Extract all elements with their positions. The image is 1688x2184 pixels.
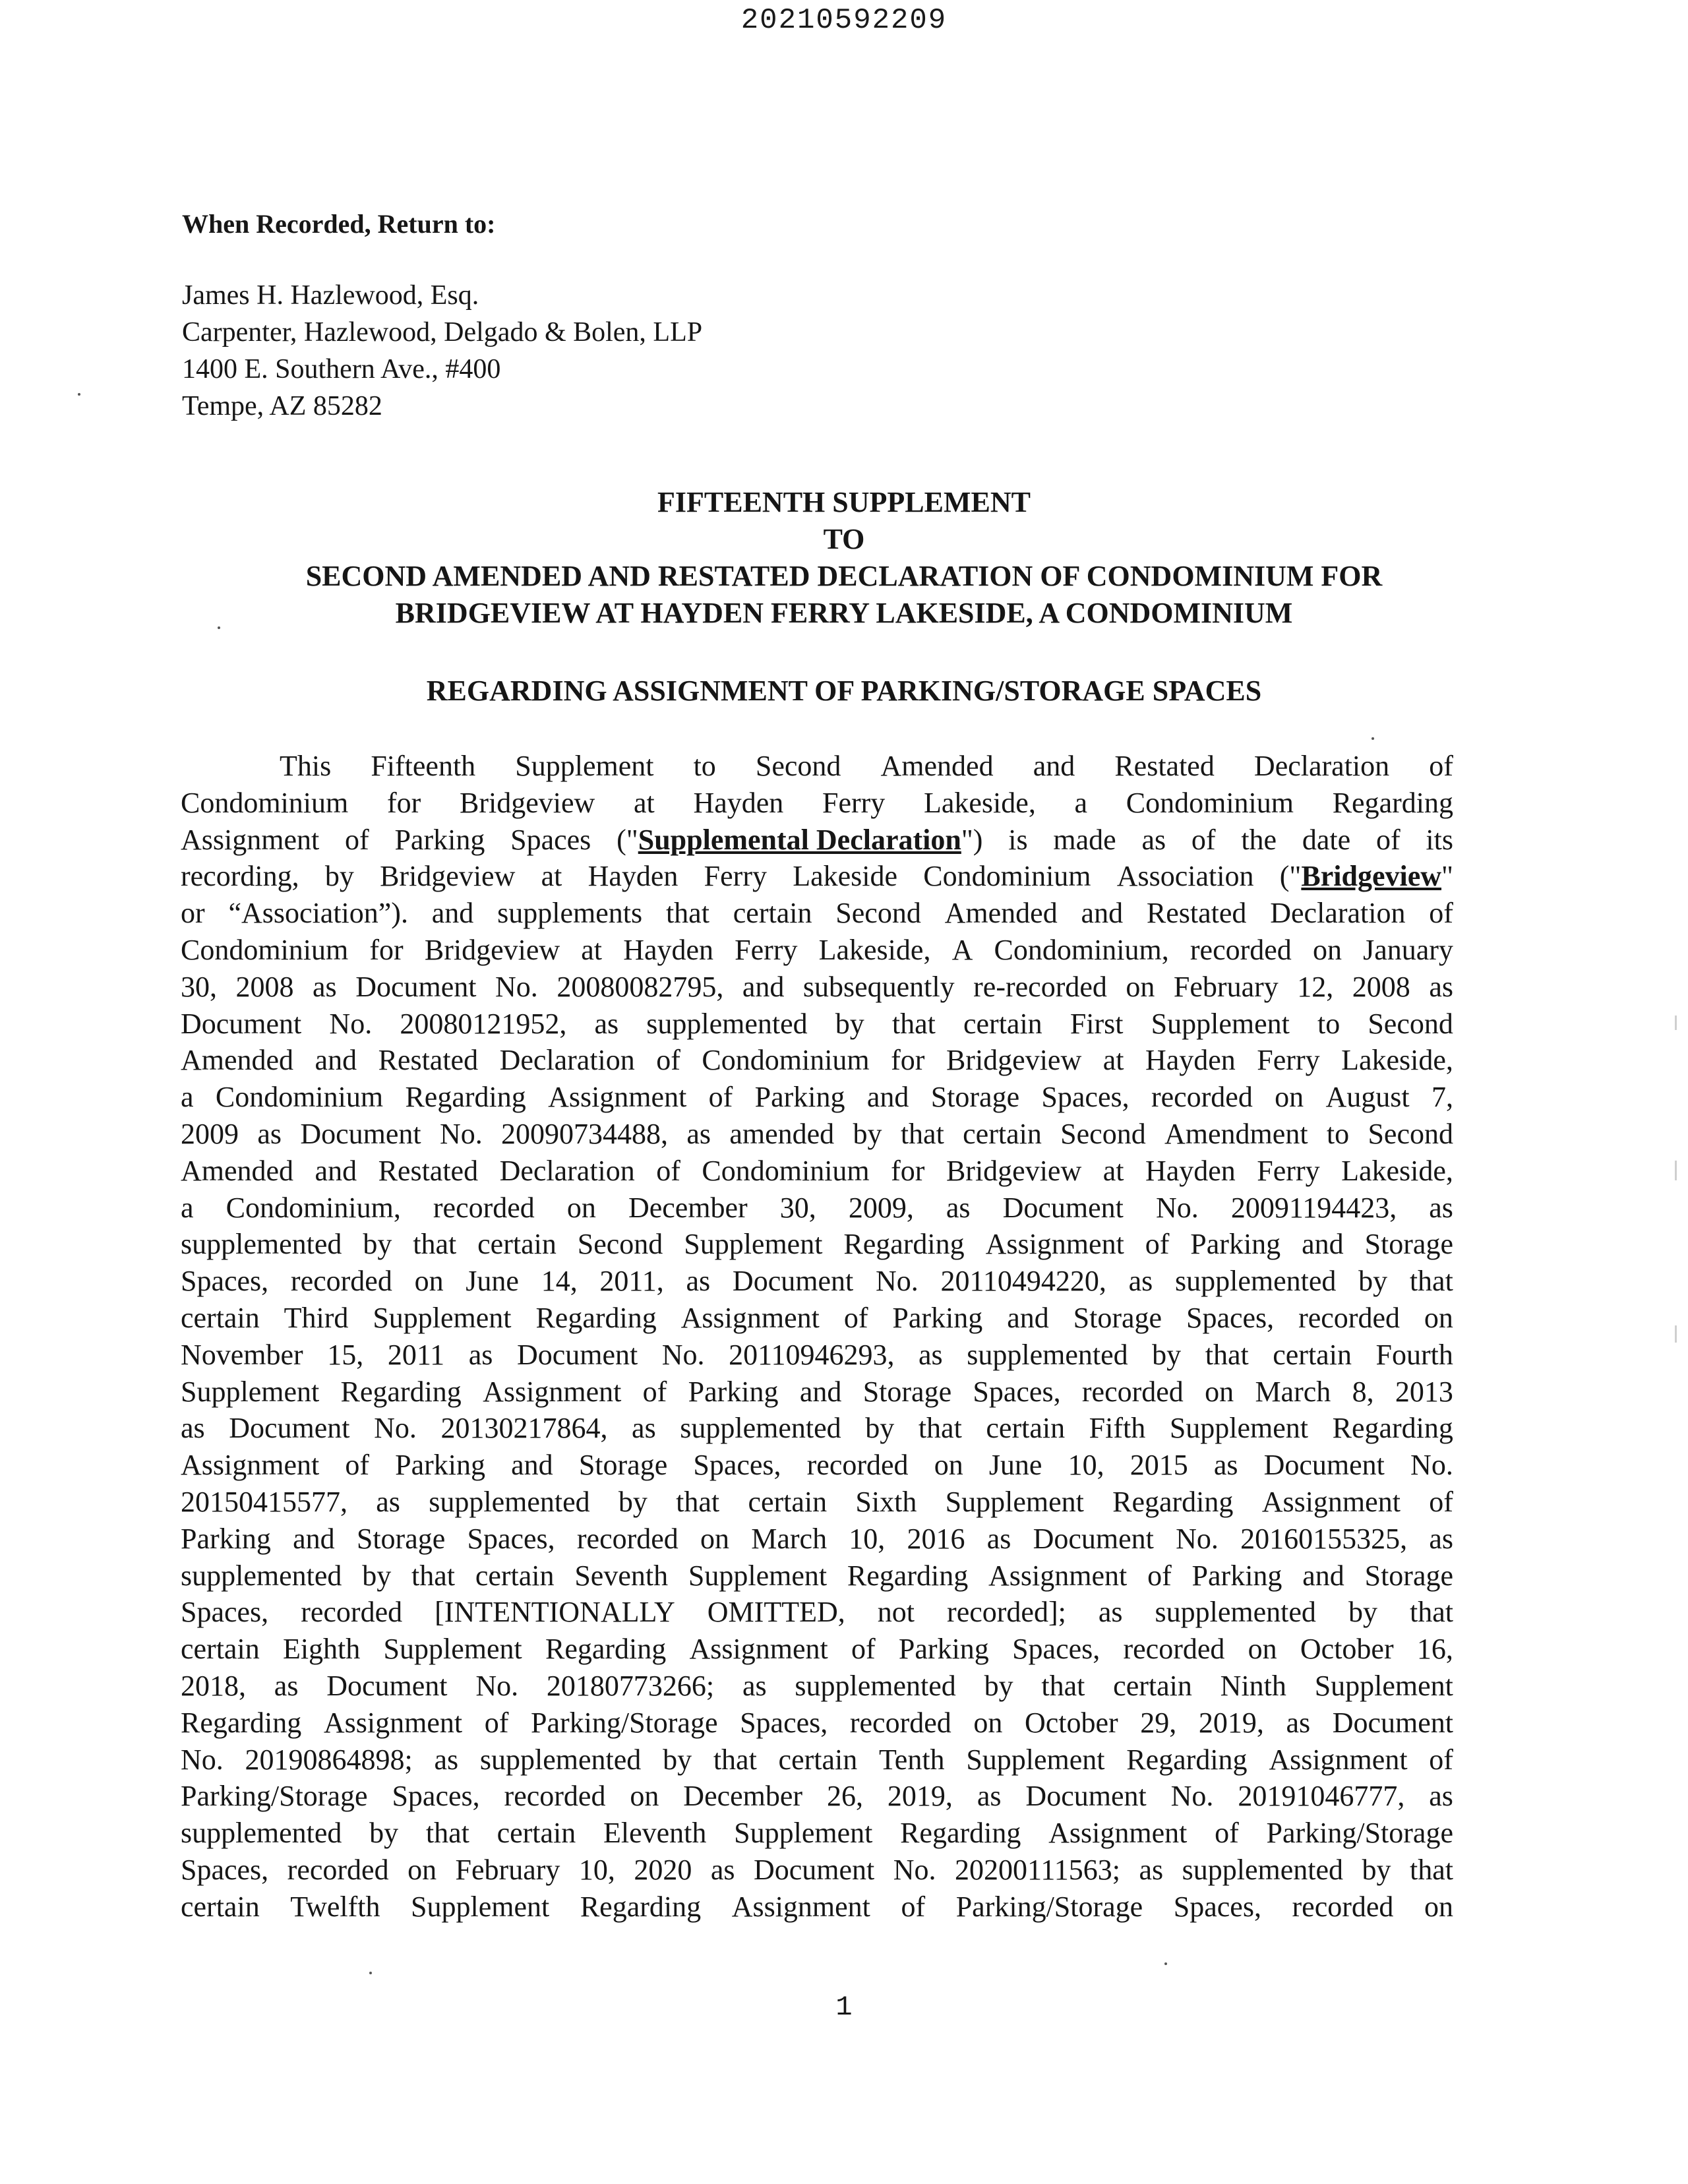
- defined-term-bridgeview: Bridgeview: [1301, 860, 1442, 893]
- document-subtitle: REGARDING ASSIGNMENT OF PARKING/STORAGE SPACES: [426, 675, 1262, 707]
- body-line: No. 20190864898; as supplemented by that certain Tenth Supplement Regarding Assignment of: [181, 1743, 1453, 1776]
- body-line: Regarding Assignment of Parking/Storage Spaces, recorded on October 29, 2019, as Document: [181, 1706, 1453, 1739]
- body-line: 30, 2008 as Document No. 20080082795, and subsequently re-recorded on February 12, 2008 as: [181, 970, 1453, 1003]
- body-line: Spaces, recorded on June 14, 2011, as Document No. 20110494220, as supplemented by that: [181, 1265, 1453, 1298]
- scan-edge-mark: [1675, 1325, 1677, 1343]
- body-line: Parking/Storage Spaces, recorded on December 26, 2019, as Document No. 20191046777, as: [181, 1780, 1453, 1813]
- body-line: 2009 as Document No. 20090734488, as amended by that certain Second Amendment to Second: [181, 1117, 1453, 1150]
- address-line: Tempe, AZ 85282: [182, 391, 382, 421]
- body-line: supplemented by that certain Second Supplement Regarding Assignment of Parking and Storage: [181, 1228, 1453, 1261]
- body-line: a Condominium, recorded on December 30, 2009, as Document No. 20091194423, as: [181, 1191, 1453, 1224]
- body-line: Document No. 20080121952, as supplemented by that certain First Supplement to Second: [181, 1007, 1453, 1040]
- body-line: supplemented by that certain Seventh Supplement Regarding Assignment of Parking and Storage: [181, 1559, 1453, 1592]
- body-line: Amended and Restated Declaration of Condominium for Bridgeview at Hayden Ferry Lakeside,: [181, 1044, 1453, 1077]
- recording-document-number: 20210592209: [740, 4, 948, 37]
- title-line: TO: [823, 523, 865, 555]
- body-line: 20150415577, as supplemented by that certain Sixth Supplement Regarding Assignment of: [181, 1485, 1453, 1518]
- scan-speck: [1372, 737, 1374, 740]
- body-line: This Fifteenth Supplement to Second Amended and Restated Declaration of: [280, 750, 1453, 782]
- scan-edge-mark: [1675, 1016, 1677, 1030]
- body-line: or “Association”). and supplements that certain Second Amended and Restated Declaration of: [181, 897, 1453, 930]
- body-line: Condominium for Bridgeview at Hayden Ferry Lakeside, A Condominium, recorded on January: [181, 933, 1453, 966]
- scan-edge-mark: [1675, 1161, 1677, 1180]
- title-line: SECOND AMENDED AND RESTATED DECLARATION OF CONDOMINIUM FOR: [305, 560, 1383, 592]
- body-line: 2018, as Document No. 20180773266; as supplemented by that certain Ninth Supplement: [181, 1669, 1453, 1702]
- body-line-with-defined-term: Assignment of Parking Spaces ("Supplemental Declaration") is made as of the date of its: [181, 823, 1453, 856]
- scan-speck: [218, 626, 220, 629]
- title-line: FIFTEENTH SUPPLEMENT: [657, 486, 1031, 518]
- body-line: certain Twelfth Supplement Regarding Assignment of Parking/Storage Spaces, recorded on: [181, 1890, 1453, 1923]
- body-line: Spaces, recorded [INTENTIONALLY OMITTED, not recorded]; as supplemented by that: [181, 1596, 1453, 1629]
- address-line: James H. Hazlewood, Esq.: [182, 280, 479, 311]
- body-line: Assignment of Parking and Storage Spaces, recorded on June 10, 2015 as Document No.: [181, 1449, 1453, 1482]
- title-line: BRIDGEVIEW AT HAYDEN FERRY LAKESIDE, A CONDOMINIUM: [395, 597, 1293, 629]
- scan-speck: [78, 393, 80, 396]
- body-line: certain Eighth Supplement Regarding Assignment of Parking Spaces, recorded on October 16,: [181, 1633, 1453, 1666]
- body-line: a Condominium Regarding Assignment of Parking and Storage Spaces, recorded on August 7,: [181, 1081, 1453, 1114]
- body-line: as Document No. 20130217864, as supplemented by that certain Fifth Supplement Regarding: [181, 1412, 1453, 1445]
- body-line: November 15, 2011 as Document No. 20110946293, as supplemented by that certain Fourth: [181, 1338, 1453, 1371]
- address-line: Carpenter, Hazlewood, Delgado & Bolen, LLP: [182, 317, 703, 348]
- body-line: Condominium for Bridgeview at Hayden Ferry Lakeside, a Condominium Regarding: [181, 786, 1453, 819]
- page-number: 1: [835, 1991, 853, 2023]
- return-to-heading: When Recorded, Return to:: [182, 209, 496, 239]
- body-line-with-defined-term: recording, by Bridgeview at Hayden Ferry Lakeside Condominium Association ("Bridgeview": [181, 860, 1453, 893]
- body-line: supplemented by that certain Eleventh Supplement Regarding Assignment of Parking/Storage: [181, 1817, 1453, 1850]
- body-line: Spaces, recorded on February 10, 2020 as Document No. 20200111563; as supplemented by that: [181, 1853, 1453, 1886]
- body-line: certain Third Supplement Regarding Assignment of Parking and Storage Spaces, recorded on: [181, 1301, 1453, 1334]
- return-address-block: [182, 277, 702, 425]
- document-title: [0, 484, 1688, 632]
- scan-speck: [369, 1972, 372, 1974]
- body-line: Supplement Regarding Assignment of Parking and Storage Spaces, recorded on March 8, 2013: [181, 1375, 1453, 1408]
- address-line: 1400 E. Southern Ave., #400: [182, 354, 501, 384]
- body-line: Parking and Storage Spaces, recorded on March 10, 2016 as Document No. 20160155325, as: [181, 1522, 1453, 1555]
- declaration-body: [181, 748, 1453, 1926]
- scan-speck: [1164, 1962, 1167, 1965]
- body-line: Amended and Restated Declaration of Condominium for Bridgeview at Hayden Ferry Lakeside,: [181, 1154, 1453, 1187]
- defined-term-supplemental-declaration: Supplemental Declaration: [638, 823, 961, 856]
